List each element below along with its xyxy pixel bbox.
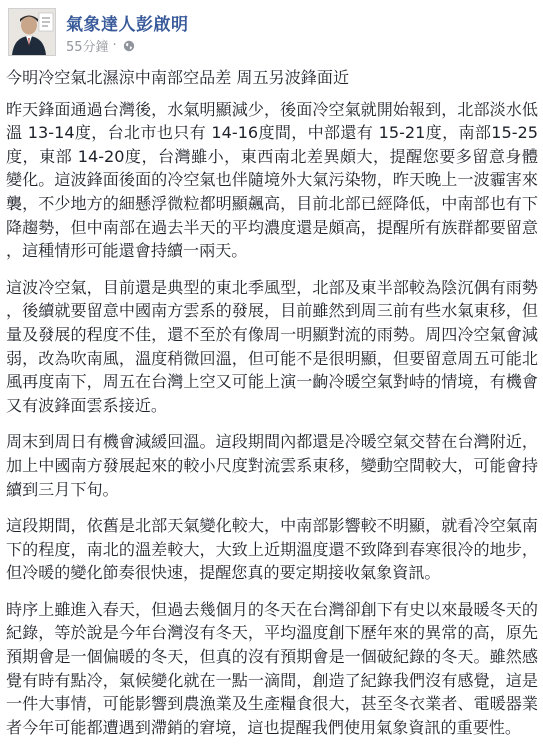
post-author-name[interactable]: 氣象達人彭啟明 bbox=[66, 15, 189, 35]
profile-photo-icon bbox=[9, 9, 55, 55]
meta-separator: · bbox=[112, 38, 117, 53]
globe-icon[interactable] bbox=[123, 40, 135, 52]
post-paragraph: 時序上雖進入春天，但過去幾個月的冬天在台灣卻創下有史以來最暖冬天的紀錄，等於說是今年台灣沒有冬天，平均溫度創下歷年來的異常的高，原先預期會是一個偏暖的冬天，但真的沒有預期會是一個破紀錄的冬天。雖然感覺有時有點冷，氣候變化就在一點一滴間，創造了紀錄我們沒有感覺，這是一件大事情，可能影響到農漁業及生產糧食很大，甚至冬衣業者、電暖器業者今年可能都遭遇到滯銷的窘境，這也提醒我們使用氣象資訊的重要性。 bbox=[6, 599, 538, 737]
post-paragraph: 這段期間，依舊是北部天氣變化較大，中南部影響較不明顯，就看冷空氣南下的程度，南北的溫差較大，大致上近期溫度還不致降到春寒很冷的地步，但冷暖的變化節奏很快速，提醒您真的要定期接收氣象資訊。 bbox=[6, 516, 538, 583]
post-timestamp[interactable]: 55分鐘 bbox=[66, 40, 109, 55]
post-paragraph: 這波冷空氣，目前還是典型的東北季風型，北部及東半部較為陰沉偶有雨勢，後續就要留意中國南方雲系的發展，目前雖然到周三前有些水氣東移，但量及發展的程度不佳，還不至於有像周一明顯對流的雨勢。周四冷空氣會減弱，改為吹南風，溫度稍微回溫，但可能不是很明顯，但要留意周五可能北風再度南下，周五在台灣上空又可能上演一齣冷暖空氣對峙的情境，有機會又有波鋒面雲系接近。 bbox=[6, 277, 538, 415]
post-meta bbox=[66, 36, 135, 55]
post-paragraph: 昨天鋒面通過台灣後，水氣明顯減少，後面冷空氣就開始報到，北部淡水低溫 13-14度，台北市也只有 14-16度間，中部還有 15-21度，南部15-25度，東部 14-20度，台灣雖小，東西南北差異頗大，提醒您要多留意身體變化。這波鋒面後面的冷空氣也伴隨境外大氣污染物，昨天晚上一波霾害來襲，不少地方的細懸浮微粒都明顯飆高，目前北部已經降低，中南部也有下降趨勢，但中南部在過去半天的平均濃度還是頗高，提醒所有族群都要留意，這種情形可能還會持續一兩天。 bbox=[6, 99, 538, 261]
post-headline: 今明冷空氣北濕涼中南部空品差 周五另波鋒面近 bbox=[6, 68, 350, 87]
profile-avatar[interactable] bbox=[8, 8, 56, 56]
post-header bbox=[8, 8, 528, 56]
post-body bbox=[6, 66, 538, 752]
post-paragraph: 周末到周日有機會減緩回溫。這段期間內都還是冷暖空氣交替在台灣附近，加上中國南方發展起來的較小尺度對流雲系東移，變動空間較大，可能會持續到三月下旬。 bbox=[6, 432, 538, 499]
